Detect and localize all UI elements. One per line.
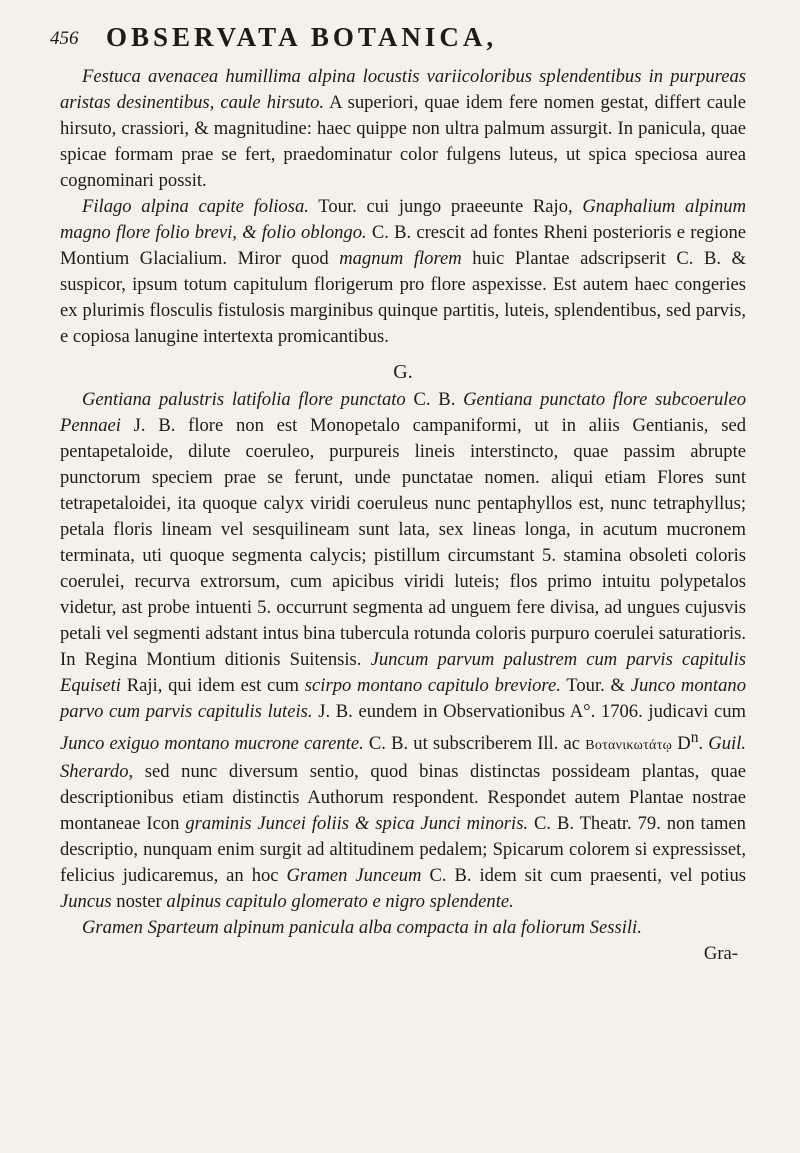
paragraph-festuca: [60, 64, 746, 194]
paragraph-gentiana: [60, 387, 746, 915]
description-text: C. B. crescit ad fontes Rheni posterioris e regione Montium Glacialium. Miror quod: [60, 222, 746, 269]
species-name: Festuca avenacea humillima alpina locustis variicoloribus splendentibus in purpureas aristas desinentibus, caule hirsuto.: [60, 66, 746, 113]
species-name: Gramen Sparteum alpinum panicula alba compacta in ala foliorum Sessili.: [82, 917, 642, 939]
paragraph-filago: [60, 194, 746, 350]
emphasis-text: magnum florem: [339, 248, 462, 269]
page-body: [60, 64, 746, 967]
species-name: Filago alpina capite foliosa.: [82, 196, 309, 217]
species-name: Gramen Junceum: [286, 865, 422, 887]
description-text: huic Plantae adscripserit C. B. & suspicor, ipsum totum capitulum florigerum pro flore aspexisse. Est autem haec congeries ex plurimis flosculis fistulosis marginibus quinque partitis, luteis, splendentibus, sed parvis, e copiosa lanugine intertexta promicantibus.: [60, 248, 747, 347]
greek-word: Βοτανικωτάτῳ: [585, 738, 673, 754]
superscript-text: n: [690, 729, 699, 746]
description-text: C. B. idem sit cum praesenti, vel potius: [421, 865, 746, 887]
section-letter: G.: [393, 361, 413, 383]
species-name: graminis Juncei foliis & spica Junci minoris.: [185, 813, 529, 835]
description-text: D: [672, 733, 691, 755]
species-name: Juncum parvum palustrem cum parvis capitulis Equiseti: [60, 649, 746, 696]
species-name: Juncus: [60, 891, 112, 913]
description-text: Raji, qui idem est cum: [120, 675, 305, 696]
page-number: 456: [50, 28, 79, 49]
species-name: Gnaphalium alpinum magno flore folio brevi, & folio oblongo.: [60, 196, 746, 243]
species-name: Junco montano parvo cum parvis capitulis luteis.: [60, 675, 746, 722]
description-text: , sed nunc diversum sentio, quod binas distinctas possideam plantas, quae descriptionibus etiam distinctis Authorum respondent. Respondet autem Plantae nostrae montaneae Icon: [60, 761, 746, 835]
description-text: A superiori, quae idem fere nomen gestat, differt caule hirsuto, crassiori, & magnitudine: haec quippe non ultra palmum assurgit. In panicula, quae spicae formam prae se fert, praedominatur color fulgens luteus, ut spica speciosa aurea cognominari possit.: [60, 92, 746, 191]
person-name: Guil. Sherardo: [60, 733, 747, 783]
catchword: Gra-: [703, 943, 738, 965]
description-text: C. B. ut subscriberem Ill. ac: [363, 733, 586, 755]
species-name: alpinus capitulo glomerato e nigro splendente.: [166, 891, 514, 913]
description-text: Tour. cui jungo praeeunte Rajo,: [308, 196, 583, 217]
description-text: Tour. &: [560, 675, 631, 696]
paragraph-gramen: [60, 915, 746, 941]
description-text: noster: [111, 891, 167, 913]
species-name: Gentiana palustris latifolia flore punctato: [82, 389, 406, 410]
description-text: .: [698, 733, 709, 755]
description-text: C. B. Theatr. 79. non tamen descriptio, nunquam enim surgit ad altitudinem pedalem; Spicarum colorem si expressisset, felicius judicaremus, an hoc: [60, 813, 746, 887]
description-text: C. B.: [405, 389, 464, 410]
species-name: Gentiana punctato flore subcoeruleo Pennaei: [60, 389, 746, 436]
species-name: scirpo montano capitulo breviore.: [304, 675, 561, 696]
running-title: OBSERVATA BOTANICA,: [106, 22, 498, 52]
description-text: J. B. flore non est Monopetalo campaniformi, ut in aliis Gentianis, sed pentapetaloide, dilute coeruleo, purpureis lineis interstincto, quae passim abrupte punctorum speciem prae se ferunt, unde punctatae nomen. aliqui etiam Flores sunt tetrapetaloidei, ita quoque calyx viridi coeruleus nunc pentaphyllos est, nunc tetraphyllus; petala floris lineam vel sesquilineam sunt lata, sex lineas longa, in acutum mucronem terminata, uti quoque segmenta calycis; pistillum circumstant 5. stamina obsoleti coloris coerulei, recurva extrorsum, cum apicibus viridi luteis; flos primo intuitu polypetalos videtur, ast probe intuenti 5. occurrunt segmenta ad unguem fere divisa, ad ungues cujusvis petali vel segmenti adstant intus bina tubercula rotunda coloris purpuro coerulei saturatioris. In Regina Montium ditionis Suitensis.: [60, 415, 746, 670]
page-header: [50, 22, 750, 58]
species-name: Junco exiguo montano mucrone carente.: [60, 733, 364, 755]
description-text: J. B. eundem in Observationibus A°. 1706. judicavi cum: [312, 701, 746, 722]
